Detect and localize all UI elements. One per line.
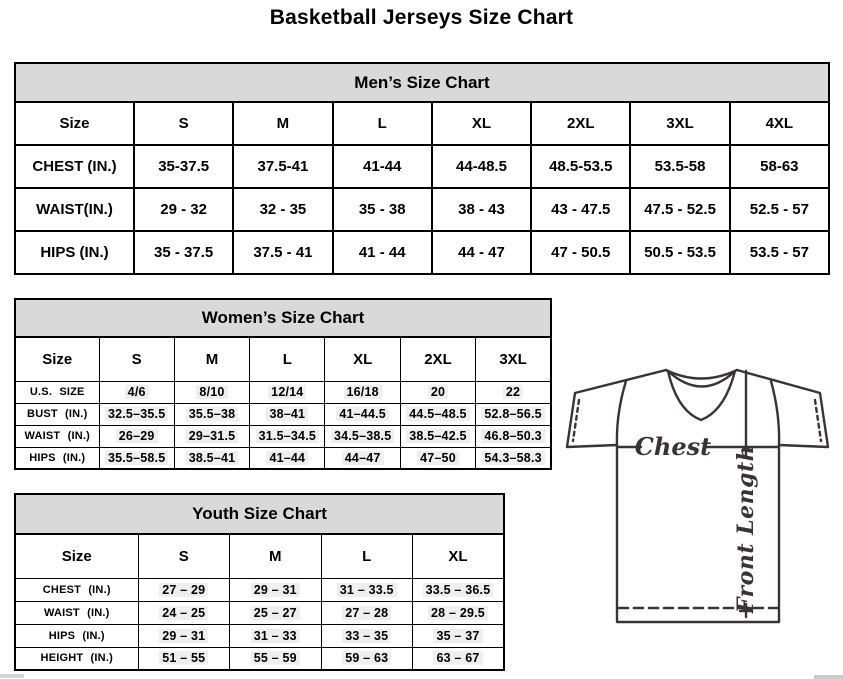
size-cell: 44–47 [325,447,400,469]
row-label: CHEST (IN.) [15,145,134,188]
size-cell: 59 – 63 [321,647,413,670]
table-row [15,145,829,188]
size-cell: 32.5–35.5 [99,403,174,425]
size-cell: 41–44 [250,447,325,469]
size-cell: 41 - 44 [333,231,432,274]
size-cell: 52.8–56.5 [476,403,551,425]
size-cell: 44-48.5 [432,145,531,188]
column-header: S [99,337,174,381]
column-header: M [230,534,322,578]
size-cell: 53.5 - 57 [730,231,829,274]
size-cell: 34.5–38.5 [325,425,400,447]
youth-table-title: Youth Size Chart [14,493,505,535]
corner-label: Size [15,337,99,381]
size-cell: 29 – 31 [230,578,322,601]
size-cell: 31 – 33 [230,624,322,647]
size-cell: 48.5-53.5 [531,145,630,188]
column-header: 4XL [730,102,829,145]
size-cell: 35 – 37 [413,624,505,647]
size-cell: 44 - 47 [432,231,531,274]
youth-size-chart [14,493,505,671]
size-cell: 47.5 - 52.5 [630,188,729,231]
size-cell: 47–50 [400,447,475,469]
h-scrollbar-fragment-left[interactable] [0,674,24,678]
column-header: XL [413,534,505,578]
page-title: Basketball Jerseys Size Chart [269,6,574,29]
row-label: HIPS (IN.) [15,624,138,647]
womens-table [14,336,552,470]
size-cell: 16/18 [325,381,400,403]
column-header: M [233,102,332,145]
size-cell: 20 [400,381,475,403]
size-cell: 58-63 [730,145,829,188]
size-cell: 55 – 59 [230,647,322,670]
column-header: XL [325,337,400,381]
table-row [15,624,504,647]
womens-size-chart [14,298,552,470]
jersey-measurement-diagram [556,356,842,646]
column-header: L [250,337,325,381]
size-cell: 29–31.5 [174,425,249,447]
size-cell: 47 - 50.5 [531,231,630,274]
column-header: 3XL [630,102,729,145]
size-cell: 37.5-41 [233,145,332,188]
size-cell: 35-37.5 [134,145,233,188]
size-cell: 27 – 28 [321,601,413,624]
size-cell: 63 – 67 [413,647,505,670]
table-row [15,231,829,274]
size-cell: 51 – 55 [138,647,230,670]
table-row [15,447,551,469]
size-cell: 29 – 31 [138,624,230,647]
size-cell: 54.3–58.3 [476,447,551,469]
corner-label: Size [15,534,138,578]
size-cell: 28 – 29.5 [413,601,505,624]
row-label: BUST (IN.) [15,403,99,425]
size-cell: 44.5–48.5 [400,403,475,425]
size-cell: 33.5 – 36.5 [413,578,505,601]
size-cell: 38.5–42.5 [400,425,475,447]
size-cell: 41–44.5 [325,403,400,425]
size-cell: 52.5 - 57 [730,188,829,231]
size-cell: 46.8–50.3 [476,425,551,447]
row-label: HIPS (IN.) [15,447,99,469]
column-header: M [174,337,249,381]
column-header: 3XL [476,337,551,381]
table-row [15,188,829,231]
size-cell: 31.5–34.5 [250,425,325,447]
size-cell: 4/6 [99,381,174,403]
corner-label: Size [15,102,134,145]
chest-label: Chest [634,432,712,461]
row-label: CHEST (IN.) [15,578,138,601]
row-label: HEIGHT (IN.) [15,647,138,670]
size-cell: 38 - 43 [432,188,531,231]
front-length-label: Front Length [733,444,759,614]
size-cell: 38–41 [250,403,325,425]
size-cell: 32 - 35 [233,188,332,231]
size-cell: 50.5 - 53.5 [630,231,729,274]
size-cell: 27 – 29 [138,578,230,601]
size-cell: 24 – 25 [138,601,230,624]
column-header: S [138,534,230,578]
size-cell: 35.5–38 [174,403,249,425]
column-header: S [134,102,233,145]
h-scrollbar-fragment-right[interactable] [814,675,843,679]
size-cell: 25 – 27 [230,601,322,624]
mens-table [14,101,830,275]
column-header: 2XL [531,102,630,145]
row-label: WAIST(IN.) [15,188,134,231]
size-cell: 29 - 32 [134,188,233,231]
size-cell: 35 - 37.5 [134,231,233,274]
size-cell: 35 - 38 [333,188,432,231]
column-header: L [321,534,413,578]
size-cell: 38.5–41 [174,447,249,469]
column-header: XL [432,102,531,145]
size-cell: 43 - 47.5 [531,188,630,231]
column-header: L [333,102,432,145]
row-label: WAIST (IN.) [15,425,99,447]
size-cell: 33 – 35 [321,624,413,647]
table-row [15,425,551,447]
row-label: HIPS (IN.) [15,231,134,274]
size-cell: 35.5–58.5 [99,447,174,469]
row-label: U.S. SIZE [15,381,99,403]
youth-table [14,533,505,671]
size-cell: 8/10 [174,381,249,403]
table-row [15,578,504,601]
size-cell: 41-44 [333,145,432,188]
row-label: WAIST (IN.) [15,601,138,624]
mens-size-chart [14,62,830,275]
size-cell: 31 – 33.5 [321,578,413,601]
size-cell: 22 [476,381,551,403]
size-cell: 53.5-58 [630,145,729,188]
column-header: 2XL [400,337,475,381]
table-row [15,381,551,403]
mens-table-title: Men’s Size Chart [14,62,830,103]
size-cell: 37.5 - 41 [233,231,332,274]
womens-table-title: Women’s Size Chart [14,298,552,338]
size-cell: 12/14 [250,381,325,403]
jersey-icon [556,356,842,646]
size-cell: 26–29 [99,425,174,447]
table-row [15,403,551,425]
table-row [15,647,504,670]
table-row [15,601,504,624]
